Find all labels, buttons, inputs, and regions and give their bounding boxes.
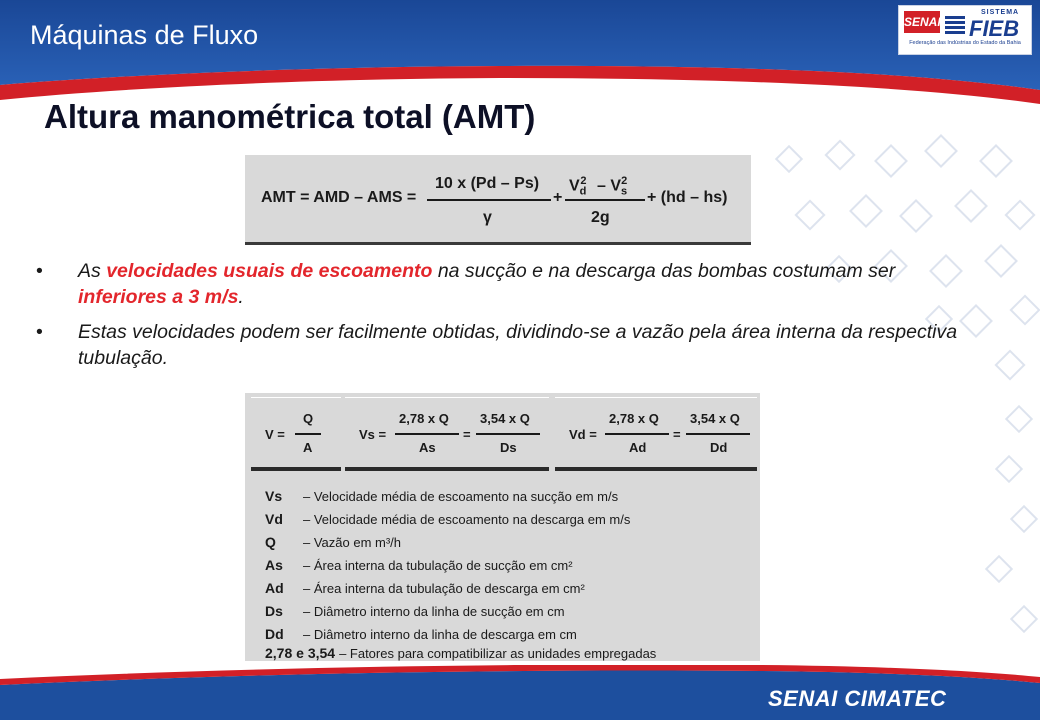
bullet-text-part: As <box>78 260 107 282</box>
equation-panel-vd <box>555 397 757 471</box>
fraction-bar <box>295 433 321 435</box>
bullet-marker: • <box>36 260 43 282</box>
v-s-term: – V <box>596 177 621 195</box>
formula-frac2-denominator: 2g <box>591 209 610 226</box>
eq-denominator: Ds <box>500 440 517 455</box>
superscript-2: 2 <box>580 175 587 187</box>
definition-symbol: Dd <box>265 626 284 642</box>
definition-row <box>265 626 577 642</box>
eq-numerator: Q <box>303 411 314 426</box>
eq-lhs: V = <box>265 427 285 442</box>
subscript-s: s <box>621 185 628 198</box>
definition-text: – Diâmetro interno da linha de sucção em cm <box>303 604 565 619</box>
definition-symbol: Vs <box>265 488 283 504</box>
fraction-bar <box>565 199 645 201</box>
slide-title: Altura manométrica total (AMT) <box>44 98 536 135</box>
eq-denominator: Dd <box>710 440 728 455</box>
formula-tail: + (hd – hs) <box>647 189 728 206</box>
definition-row <box>265 557 573 573</box>
formula-frac1-denominator: γ <box>483 209 492 226</box>
eq-numerator: 3,54 x Q <box>480 411 530 426</box>
fraction-bar <box>427 199 551 201</box>
formula-lhs: AMT = AMD – AMS = <box>261 189 417 206</box>
bullet-marker: • <box>36 321 43 343</box>
highlight-text: inferiores a 3 m/s <box>78 286 239 308</box>
fraction-bar <box>686 433 750 435</box>
definition-symbol: Ds <box>265 603 283 619</box>
definition-text: – Área interna da tubulação de sucção em cm² <box>303 558 573 573</box>
highlight-text: velocidades usuais de escoamento <box>106 260 433 282</box>
bullet-text-part: . <box>238 286 244 308</box>
bullet-item <box>36 258 986 310</box>
eq-equals: = <box>463 427 471 442</box>
eq-denominator: A <box>303 440 313 455</box>
definition-symbol: As <box>265 557 283 573</box>
definition-row <box>265 488 618 504</box>
senai-fieb-logo <box>898 5 1032 55</box>
formula-frac1-numerator: 10 x (Pd – Ps) <box>435 175 540 192</box>
definition-row <box>265 511 630 527</box>
eq-numerator: 2,78 x Q <box>609 411 659 426</box>
definition-row <box>265 645 656 661</box>
eq-numerator: 3,54 x Q <box>690 411 740 426</box>
formula-frac2-numerator <box>569 175 633 198</box>
senai-logo-mark: SENAI <box>904 11 940 33</box>
eq-denominator: As <box>419 440 436 455</box>
definition-text: – Velocidade média de escoamento na sucção em m/s <box>303 489 619 504</box>
v-symbol: V <box>569 177 580 195</box>
eq-numerator: 2,78 x Q <box>399 411 449 426</box>
definition-text: – Diâmetro interno da linha de descarga em cm <box>303 627 577 642</box>
definition-symbol: Q <box>265 534 276 550</box>
formula-plus: + <box>553 189 563 206</box>
bullet-list <box>36 258 986 380</box>
fraction-bar <box>395 433 459 435</box>
footer-brand: SENAI CIMATEC <box>768 686 947 711</box>
fraction-bar <box>476 433 540 435</box>
slide-header <box>0 0 1040 105</box>
definition-symbol: 2,78 e 3,54 <box>265 645 336 661</box>
logo-fieb-label: FIEB <box>969 16 1020 41</box>
equation-panel-v <box>251 397 341 471</box>
eq-denominator: Ad <box>629 440 647 455</box>
equation-panel-vs <box>345 397 549 471</box>
bullet-text-part: na sucção e na descarga das bombas costumam ser <box>432 260 896 282</box>
definition-text: – Vazão em m³/h <box>303 535 402 550</box>
fraction-bar <box>605 433 669 435</box>
header-wave-background <box>0 0 1040 105</box>
definition-row <box>265 534 401 550</box>
definition-symbol: Vd <box>265 511 283 527</box>
logo-sistema-label: SISTEMA <box>981 9 1020 16</box>
logo-subtitle: Federação das Indústrias do Estado da Bahia <box>909 40 1021 46</box>
logo-stripes-icon <box>945 16 965 34</box>
definition-symbol: Ad <box>265 580 284 596</box>
eq-lhs: Vs = <box>359 427 387 442</box>
superscript-2b: 2 <box>621 175 628 187</box>
definition-text: – Fatores para compatibilizar as unidades empregadas <box>339 646 657 661</box>
course-title: Máquinas de Fluxo <box>30 20 259 50</box>
definition-text: – Velocidade média de escoamento na descarga em m/s <box>303 512 631 527</box>
definition-row <box>265 580 585 596</box>
bullet-text: Estas velocidades podem ser facilmente obtidas, dividindo-se a vazão pela área interna da respectiva tubulação. <box>78 321 958 369</box>
bullet-item <box>36 319 986 371</box>
definition-text: – Área interna da tubulação de descarga em cm² <box>303 581 585 596</box>
eq-equals: = <box>673 427 681 442</box>
subscript-d: d <box>579 185 587 198</box>
definition-row <box>265 603 565 619</box>
velocity-formulas-image <box>245 393 760 661</box>
eq-lhs: Vd = <box>569 427 597 442</box>
amt-formula-image <box>245 155 751 245</box>
